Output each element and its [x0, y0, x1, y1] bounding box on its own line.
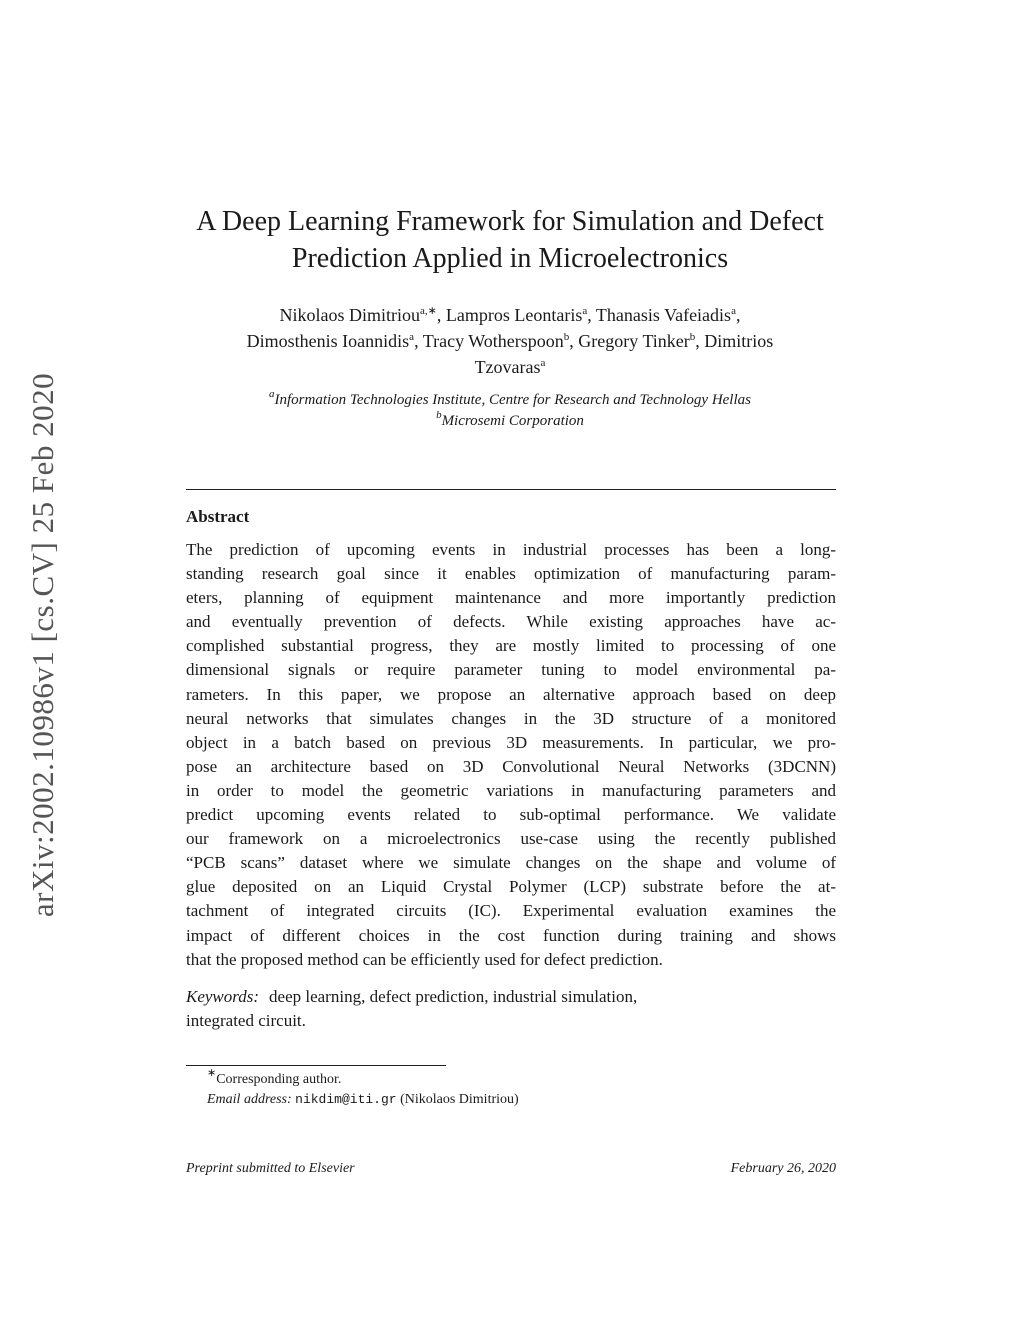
- paper-title: [150, 203, 870, 277]
- keywords: [186, 985, 836, 1033]
- author-affil-mark: a: [409, 331, 415, 343]
- author-affil-mark: a: [540, 357, 546, 369]
- arxiv-identifier: arXiv:2002.10986v1 [cs.CV] 25 Feb 2020: [25, 372, 61, 918]
- keywords-line-2: integrated circuit.: [186, 1011, 306, 1031]
- author-line-3: [150, 354, 870, 380]
- abstract-line: object in a batch based on previous 3D measurements. In particular, we pro-: [186, 732, 836, 752]
- abstract-line: predict upcoming events related to sub-optimal performance. We validate: [186, 805, 836, 825]
- top-rule: [186, 489, 836, 490]
- abstract-line: The prediction of upcoming events in industrial processes has been a long-: [186, 540, 836, 559]
- abstract-line: “PCB scans” dataset where we simulate changes on the shape and volume of: [186, 853, 836, 873]
- preprint-note: Preprint submitted to Elsevier: [186, 1161, 355, 1176]
- affiliation-text: Microsemi Corporation: [441, 413, 584, 429]
- footnote-rule: [186, 1065, 446, 1066]
- author-name: , Thanasis Vafeiadis: [587, 305, 732, 325]
- author-line-2: [150, 328, 870, 354]
- abstract-line: rameters. In this paper, we propose an alternative approach based on deep: [186, 684, 836, 704]
- abstract-line: eters, planning of equipment maintenance and more importantly prediction: [186, 588, 836, 608]
- preprint-date: February 26, 2020: [730, 1161, 836, 1176]
- abstract-line: impact of different choices in the cost function during training and shows: [186, 925, 836, 945]
- abstract-line: standing research goal since it enables optimization of manufacturing param-: [186, 564, 836, 584]
- abstract-line: glue deposited on an Liquid Crystal Polymer (LCP) substrate before the at-: [186, 877, 836, 897]
- arxiv-sidebar: [20, 350, 66, 940]
- affiliation-text: Information Technologies Institute, Centre for Research and Technology Hellas: [274, 392, 751, 408]
- author-list: [150, 302, 870, 380]
- abstract-line: complished substantial progress, they are mostly limited to processing of one: [186, 636, 836, 656]
- author-affil-mark: a,∗: [420, 305, 437, 317]
- author-name: , Tracy Wotherspoon: [414, 331, 564, 351]
- corresponding-author-note: [207, 1067, 519, 1090]
- email-label: Email address:: [207, 1092, 292, 1107]
- email-address[interactable]: nikdim@iti.gr: [295, 1092, 397, 1107]
- author-affil-mark: b: [563, 331, 570, 343]
- abstract-line: neural networks that simulates changes in the 3D structure of a monitored: [186, 708, 836, 728]
- author-affil-mark: b: [689, 331, 696, 343]
- affiliations: [150, 390, 870, 432]
- email-note: [207, 1090, 519, 1110]
- author-name: , Dimitrios: [695, 331, 774, 351]
- footnote-mark: ∗: [207, 1067, 217, 1079]
- abstract-line: pose an architecture based on 3D Convolutional Neural Networks (3DCNN): [186, 756, 836, 776]
- keywords-text: deep learning, defect prediction, industrial simulation,: [269, 987, 638, 1006]
- abstract-line: our framework on a microelectronics use-case using the recently published: [186, 829, 836, 849]
- author-name: Dimosthenis Ioannidis: [246, 331, 410, 351]
- author-line-1: [150, 302, 870, 328]
- author-name: Tzovaras: [474, 357, 541, 377]
- author-name: Nikolaos Dimitriou: [279, 305, 421, 325]
- abstract-line: in order to model the geometric variations in manufacturing parameters and: [186, 780, 836, 800]
- footnote: [207, 1067, 519, 1110]
- email-owner: (Nikolaos Dimitriou): [396, 1092, 519, 1107]
- abstract-line: and eventually prevention of defects. While existing approaches have ac-: [186, 612, 836, 632]
- abstract-heading: Abstract: [186, 507, 250, 526]
- affiliation-a: [150, 390, 870, 411]
- author-affil-mark: a: [582, 305, 588, 317]
- abstract-body: [186, 538, 836, 972]
- abstract-line: dimensional signals or require parameter tuning to model environmental pa-: [186, 660, 836, 680]
- affiliation-b: [150, 411, 870, 432]
- author-name: , Lampros Leontaris: [436, 305, 583, 325]
- title-line-2: Prediction Applied in Microelectronics: [291, 243, 729, 274]
- title-line-1: A Deep Learning Framework for Simulation and Defect: [196, 206, 824, 237]
- affiliation-mark: a: [269, 388, 275, 400]
- author-affil-mark: a: [731, 305, 736, 317]
- keywords-line-1: [186, 985, 836, 1009]
- footnote-text: Corresponding author.: [216, 1072, 342, 1087]
- affiliation-mark: b: [436, 409, 442, 421]
- author-separator: ,: [735, 305, 741, 325]
- author-name: , Gregory Tinker: [569, 331, 690, 351]
- abstract-line: tachment of integrated circuits (IC). Experimental evaluation examines the: [186, 901, 836, 921]
- keywords-label: Keywords:: [186, 987, 260, 1006]
- abstract-line: that the proposed method can be efficiently used for defect prediction.: [186, 949, 663, 969]
